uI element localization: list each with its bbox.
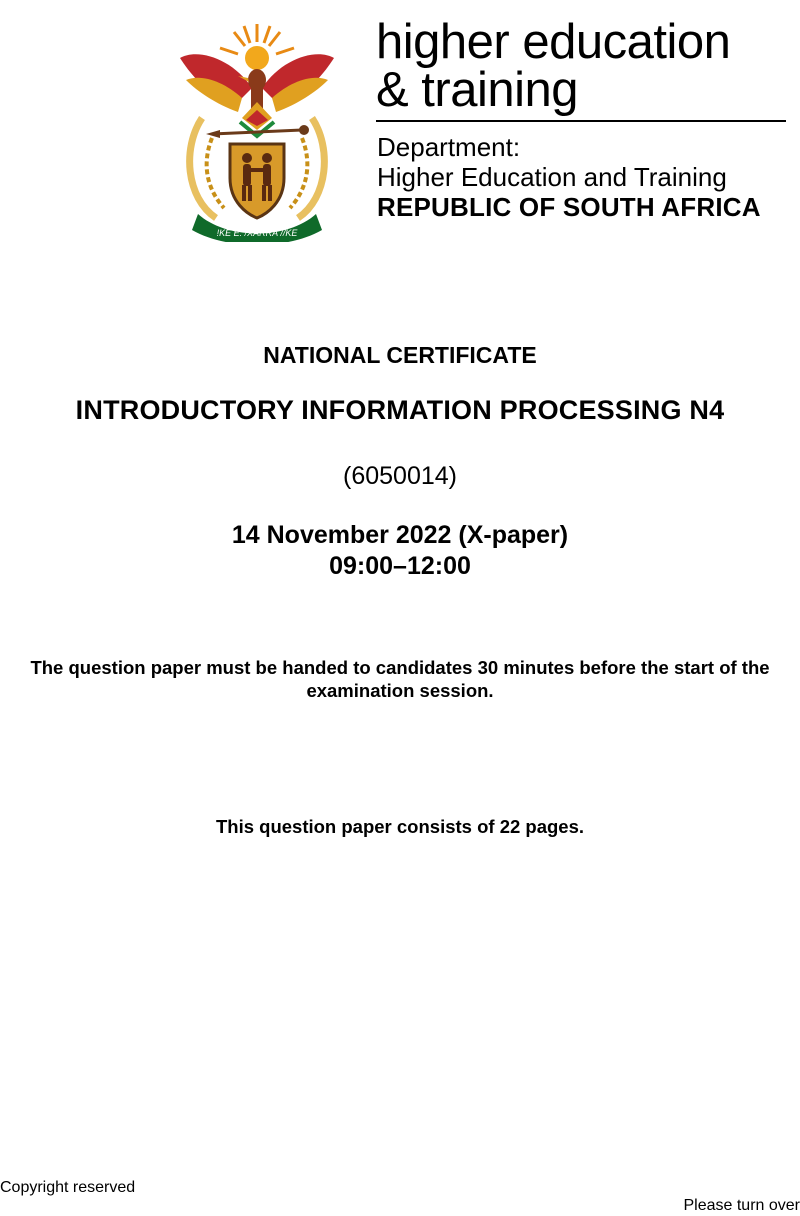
page-count-note: This question paper consists of 22 pages. (215, 816, 585, 837)
turn-over-note: Please turn over (683, 1197, 800, 1214)
coat-of-arms-logo (172, 18, 342, 242)
subject-code: (6050014) (343, 462, 457, 490)
brand-line-training: & training (376, 63, 579, 117)
shield-icon (230, 144, 284, 218)
exam-time: 09:00–12:00 (329, 552, 471, 580)
brand-line-higher-education: higher education (376, 15, 731, 69)
motto-text: !KE E: /XARRA //KE (216, 228, 298, 238)
department-label: Department: (377, 132, 521, 162)
country-name: REPUBLIC OF SOUTH AFRICA (377, 192, 761, 222)
department-name: Higher Education and Training (377, 162, 727, 192)
copyright-notice: Copyright reserved (0, 1179, 136, 1196)
sun-icon (220, 24, 294, 70)
certificate-title: NATIONAL CERTIFICATE (263, 342, 537, 368)
subject-title: INTRODUCTORY INFORMATION PROCESSING N4 (75, 395, 725, 425)
exam-date: 14 November 2022 (X-paper) (231, 521, 569, 549)
brand-divider (376, 120, 786, 122)
handout-instruction: The question paper must be handed to candidates 30 minutes before the start of the examination session. (30, 657, 770, 701)
